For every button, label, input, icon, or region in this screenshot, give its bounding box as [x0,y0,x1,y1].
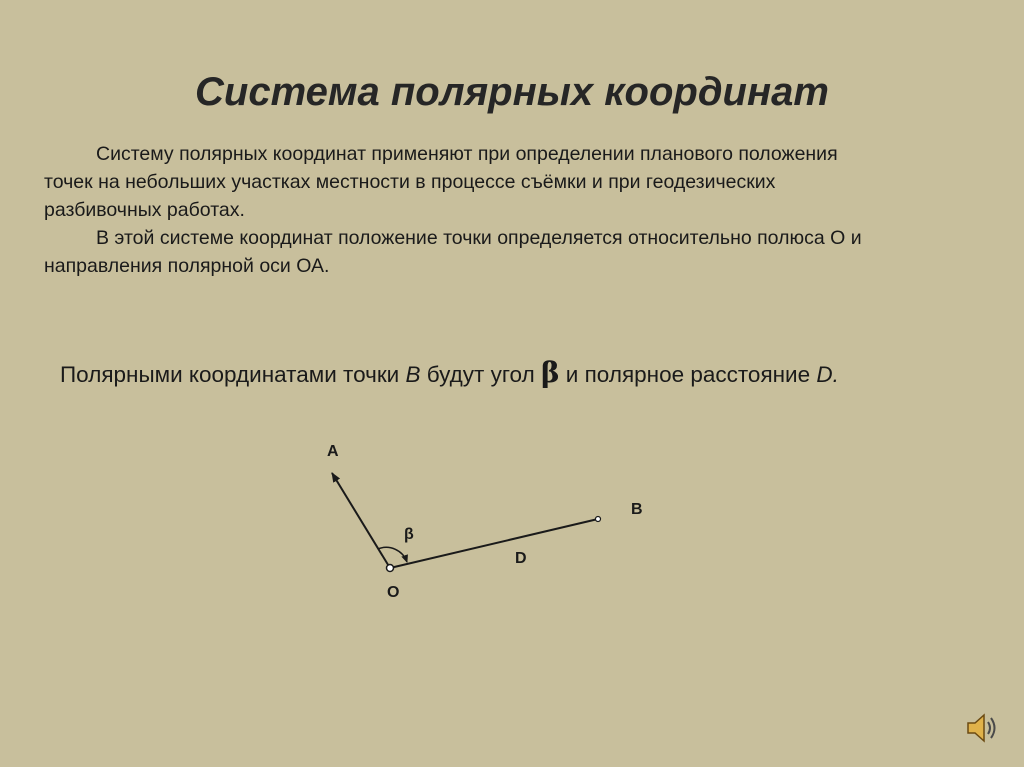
label-beta: β [404,526,414,543]
speaker-icon[interactable] [962,708,1002,748]
label-a: A [327,443,339,460]
label-d: D [515,550,527,567]
pole-point-o [387,565,394,572]
distance-line-ob [390,519,598,568]
paragraph-2: В этой системе координат положение точки определяется относительно полюса О и направления полярной оси ОА. [44,227,862,277]
statement-distance-d: D [816,362,833,387]
statement-part-1: Полярными координатами точки [60,362,406,387]
label-b: B [631,501,643,518]
statement-part-3: и полярное расстояние [559,362,817,387]
polar-axis-oa [332,473,390,568]
slide-title: Система полярных координат [195,70,829,114]
point-b-marker [596,517,601,522]
statement-end: . [832,362,839,387]
label-o: O [387,584,400,601]
paragraph-1: Систему полярных координат применяют при определении планового положения точек на небольших участках местности в процессе съёмки и при геодезических разбивочных работах. [44,143,838,221]
statement-beta-symbol: β [540,356,560,389]
statement-point-b: B [405,362,421,387]
statement-part-2: будут угол [420,362,541,387]
